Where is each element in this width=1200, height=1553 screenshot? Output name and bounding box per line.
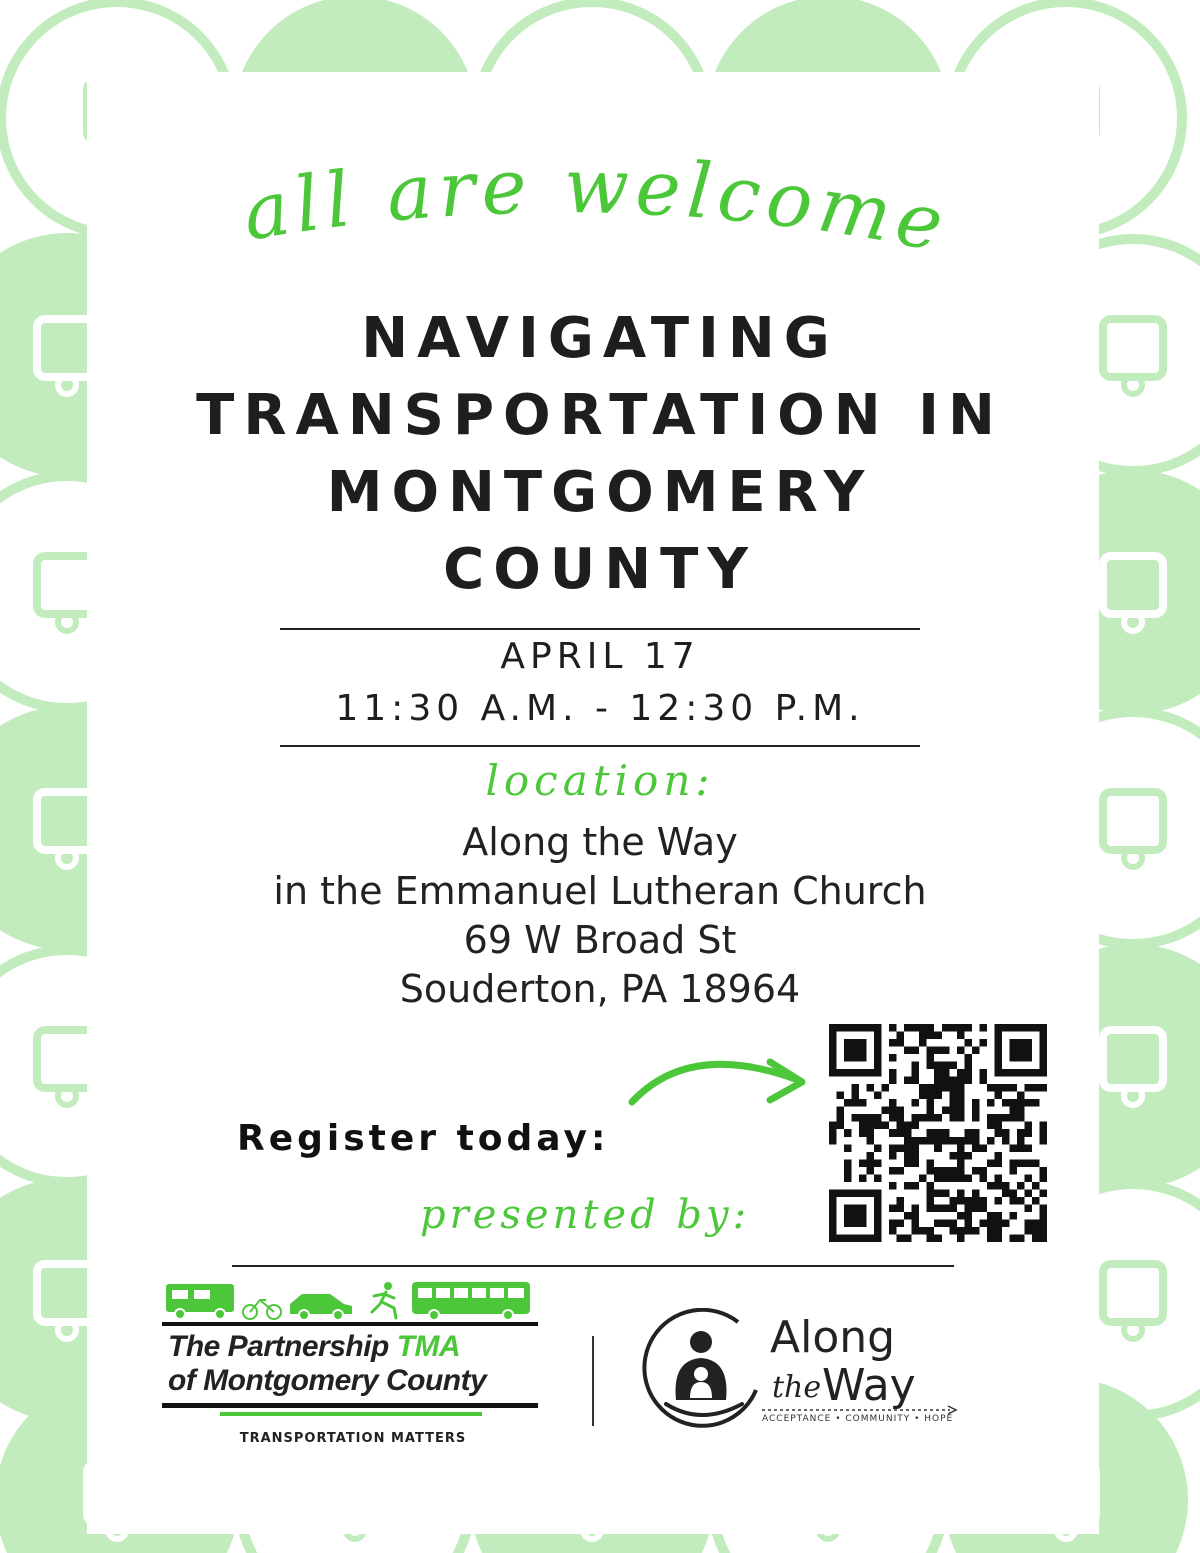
divider-sponsors	[232, 1265, 954, 1267]
address-line: Along the Way	[462, 820, 738, 864]
title-line: MONTGOMERY	[326, 460, 874, 525]
qr-code-icon[interactable]	[829, 1024, 1047, 1242]
tma-rule-top	[162, 1322, 538, 1326]
tma-rule-bottom	[162, 1403, 538, 1408]
atw-tagline: ACCEPTANCE • COMMUNITY • HOPE	[762, 1414, 954, 1424]
arrow-icon	[620, 1040, 820, 1110]
tma-vehicles-icon	[162, 1278, 538, 1322]
tma-name-line2: of Montgomery County	[168, 1364, 487, 1397]
event-title	[90, 300, 1110, 608]
family-hands-icon	[638, 1308, 764, 1434]
address-line: Souderton, PA 18964	[399, 967, 801, 1011]
divider-bottom	[280, 745, 920, 747]
welcome-headline	[0, 130, 1200, 280]
register-label: Register today:	[237, 1118, 610, 1159]
address-line: in the Emmanuel Lutheran Church	[273, 869, 927, 913]
divider-top	[280, 628, 920, 630]
title-line: NAVIGATING	[361, 306, 839, 371]
title-line: TRANSPORTATION IN	[196, 383, 1004, 448]
tma-name	[168, 1330, 538, 1398]
tma-tagline: TRANSPORTATION MATTERS	[239, 1431, 467, 1446]
location-label: location:	[485, 756, 715, 805]
atw-word-the: the	[772, 1370, 822, 1405]
atw-word-along: Along	[770, 1312, 896, 1363]
tma-name-line1: The Partnership	[168, 1330, 389, 1363]
welcome-text: all are welcome	[236, 140, 957, 270]
sponsor-separator	[592, 1336, 594, 1426]
event-date: APRIL 17	[500, 636, 700, 677]
location-address	[0, 818, 1200, 1014]
svg-text:all are welcome	[237, 141, 956, 270]
tma-name-accent: TMA	[396, 1330, 461, 1363]
tma-rule-green	[220, 1412, 482, 1416]
atw-word-way: Way	[822, 1360, 916, 1411]
event-time: 11:30 A.M. - 12:30 P.M.	[335, 688, 865, 729]
address-line: 69 W Broad St	[463, 918, 737, 962]
presented-by-label: presented by:	[420, 1192, 751, 1238]
title-line: COUNTY	[443, 537, 757, 602]
